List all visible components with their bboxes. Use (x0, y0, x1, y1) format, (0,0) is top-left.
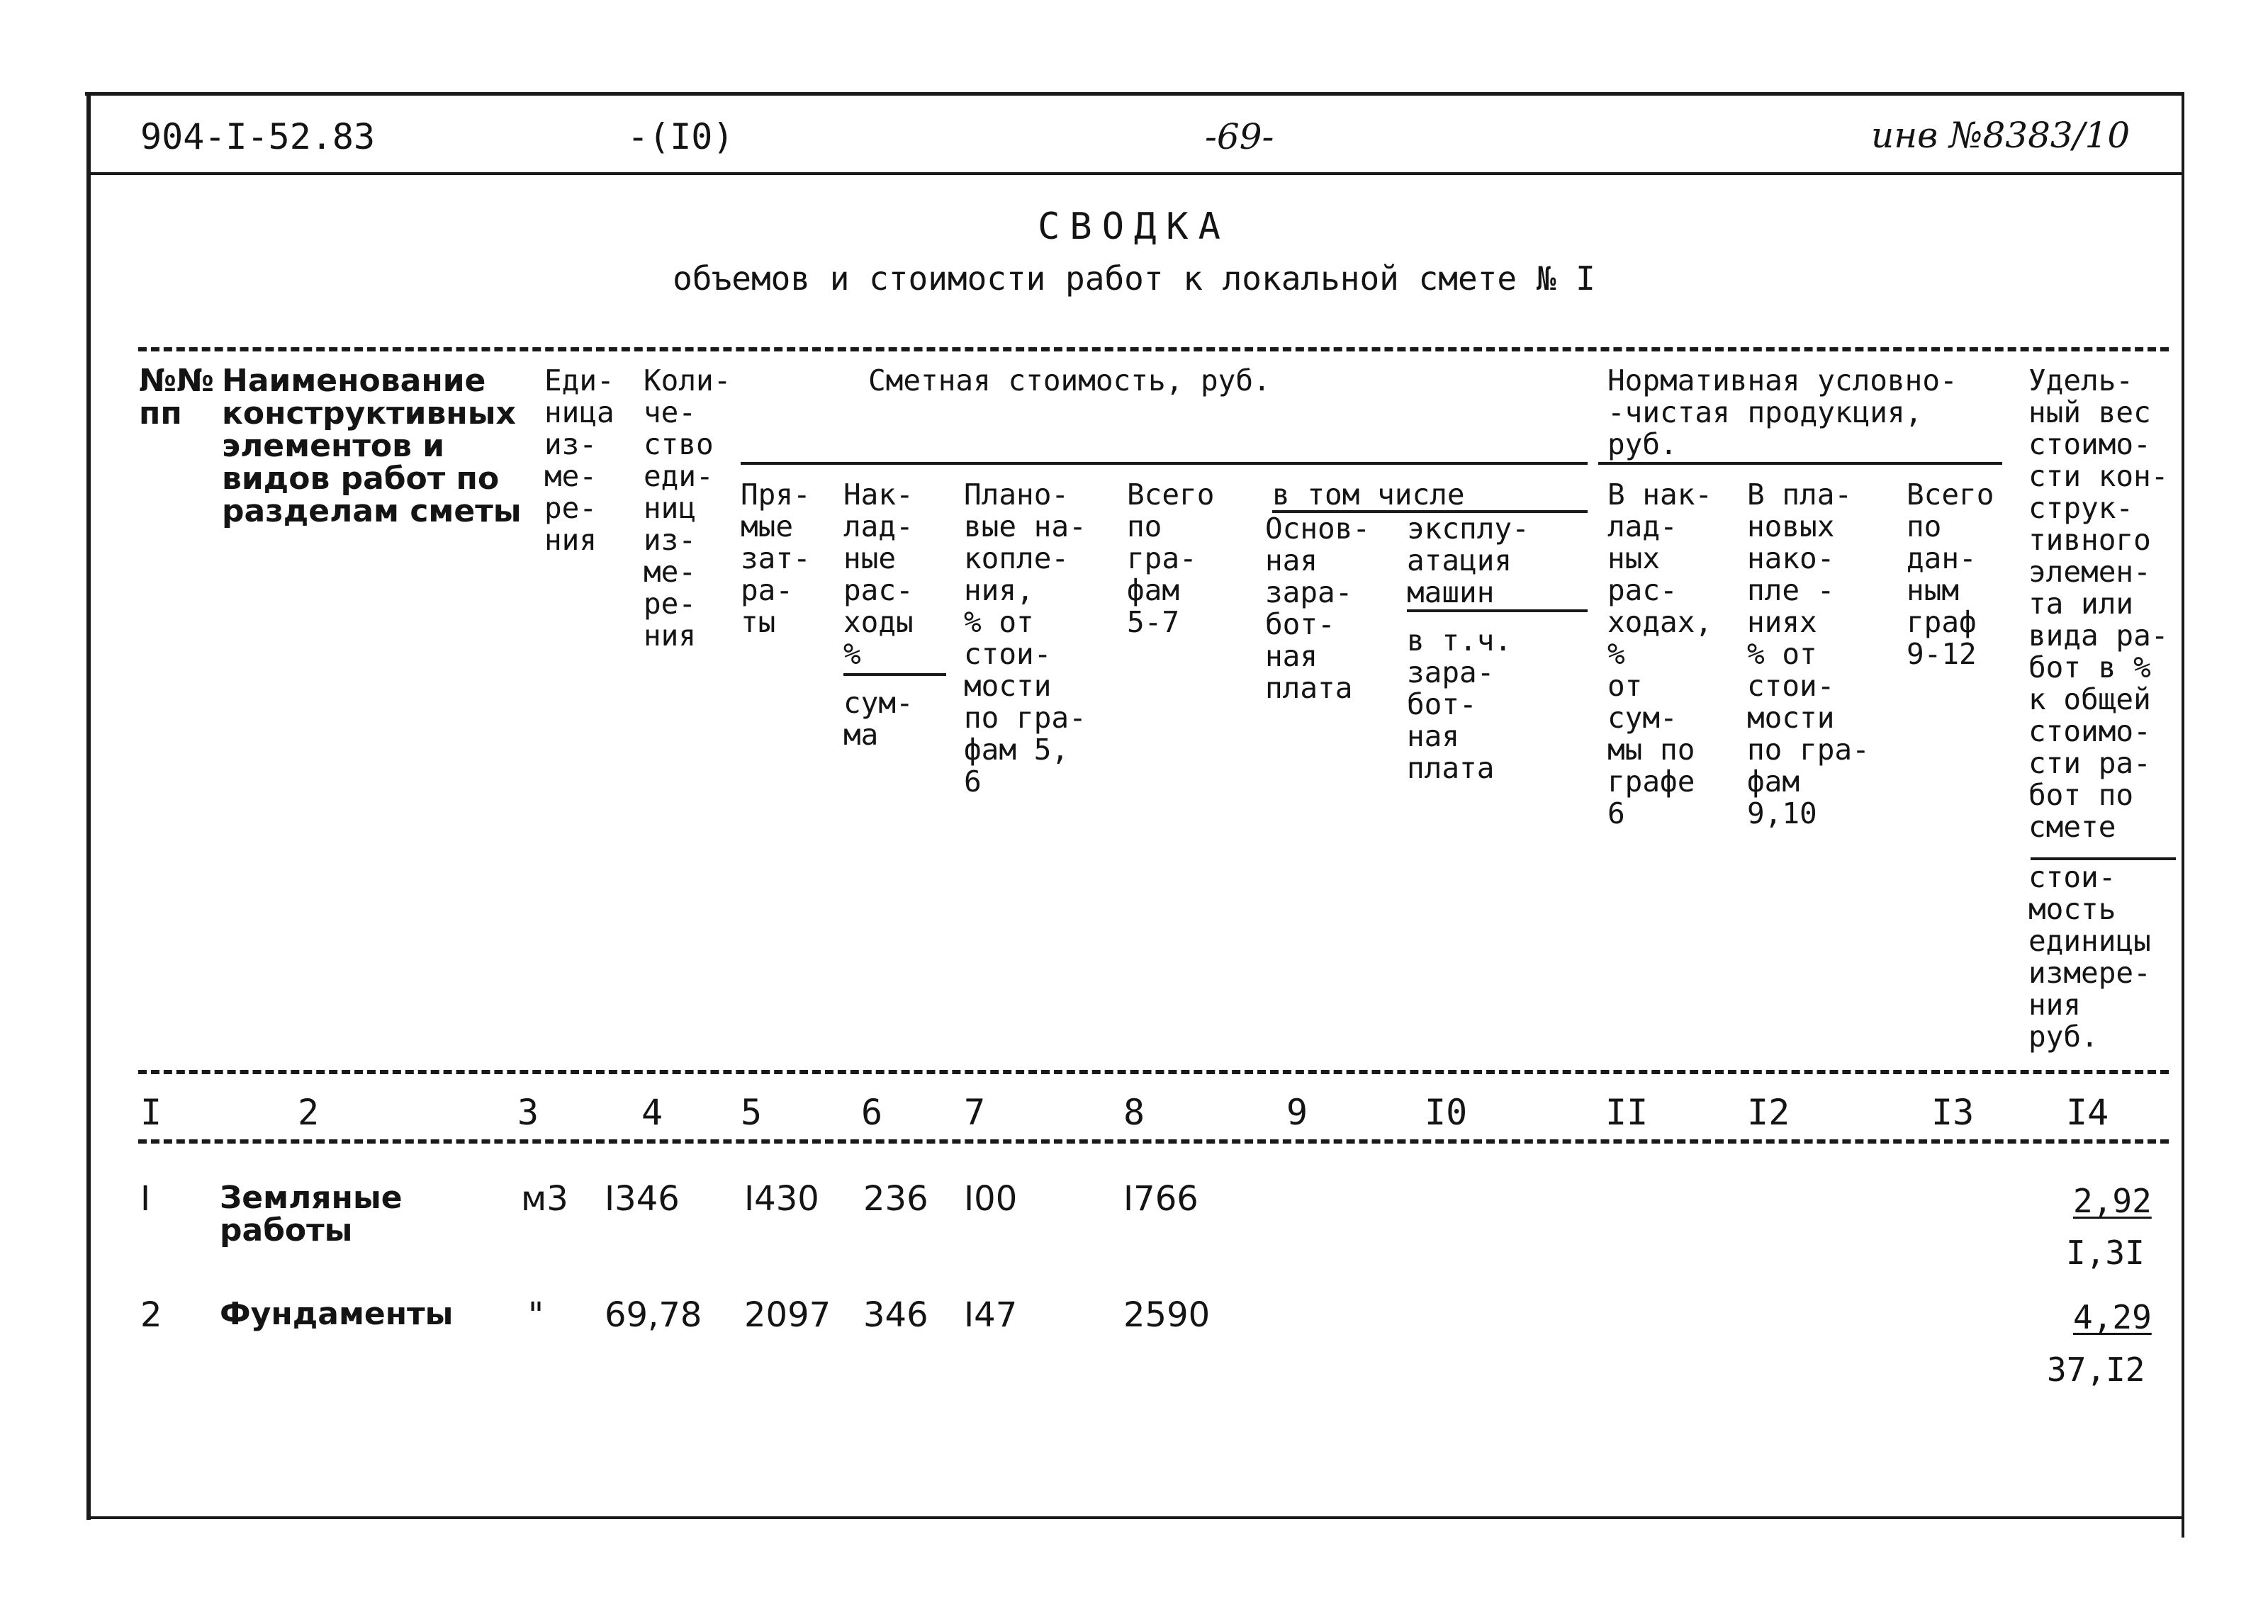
header-col-unit-cost: стои- мость единицы измере- ния руб. (2028, 860, 2151, 1054)
column-number: I2 (1747, 1092, 1790, 1133)
frame-bottom-border (86, 1516, 2182, 1519)
row-quantity: 69,78 (605, 1295, 702, 1335)
c6-split-rule (843, 673, 946, 676)
header-group-cost: Сметная стоимость, руб. (868, 363, 1271, 397)
table-top-rule (138, 347, 2169, 351)
column-number: I0 (1425, 1092, 1468, 1133)
header-bottom-rule (138, 1070, 2169, 1074)
header-col-overhead: Нак- лад- ные рас- ходы % (843, 478, 914, 671)
column-number: 7 (964, 1092, 986, 1133)
document-code: 904-I-52.83 (140, 116, 376, 157)
header-col-machines: эксплу- атация машин (1407, 512, 1529, 609)
header-incl: в том числе (1272, 478, 1465, 512)
header-col-norm-total: Всего по дан- ным граф 9-12 (1907, 478, 1994, 671)
row-unit: м3 (521, 1179, 568, 1219)
row-unit-cost: 37,I2 (2047, 1350, 2145, 1389)
column-number: I (140, 1092, 162, 1133)
row-planned: I47 (964, 1295, 1018, 1335)
row-name: Фундаменты (220, 1296, 454, 1332)
header-col-machines-wages: в т.ч. зара- бот- ная плата (1407, 624, 1512, 785)
row-direct-cost: I430 (744, 1179, 819, 1219)
row-share: 4,29 (2073, 1298, 2152, 1336)
inventory-number: инв №8383/10 (1871, 115, 2131, 156)
header-col-unit: Еди- ница из- ме- ре- ния (544, 363, 614, 557)
page-number: -69- (1205, 116, 1274, 157)
column-number: I4 (2066, 1092, 2109, 1133)
frame-right-border (2182, 92, 2184, 1538)
column-numbers-rule (138, 1139, 2169, 1144)
column-number: 8 (1123, 1092, 1145, 1133)
row-number: 2 (140, 1295, 162, 1335)
column-number: 3 (517, 1092, 539, 1133)
header-col-planned: Плано- вые на- копле- ния, % от стои- мости по гра- фам 5, 6 (964, 478, 1087, 799)
row-total: I766 (1123, 1179, 1198, 1219)
row-unit-cost: I,3I (2066, 1234, 2145, 1272)
column-number: II (1605, 1092, 1649, 1133)
header-col-direct: Пря- мые зат- ра- ты (741, 478, 811, 639)
row-direct-cost: 2097 (744, 1295, 831, 1335)
column-number: 2 (298, 1092, 320, 1133)
document-subtitle: объемов и стоимости работ к локальной смете № I (673, 259, 1595, 298)
header-col-name: Наименование конструктивных элементов и видов работ по разделам сметы (222, 363, 522, 529)
header-col-overhead-sum: сум- ма (843, 686, 914, 752)
header-rule (89, 172, 2182, 175)
row-overhead: 236 (863, 1179, 928, 1219)
header-col-quantity: Коли- че- ство еди- ниц из- ме- ре- ния (644, 363, 731, 653)
row-share: 2,92 (2073, 1182, 2152, 1220)
header-col-wages: Основ- ная зара- бот- ная плата (1265, 512, 1371, 705)
column-number: I3 (1931, 1092, 1975, 1133)
document-part: -(I0) (627, 116, 734, 157)
column-number: 5 (741, 1092, 763, 1133)
row-quantity: I346 (605, 1179, 680, 1219)
column-number: 4 (641, 1092, 663, 1133)
c10-split-rule (1407, 609, 1588, 612)
row-total: 2590 (1123, 1295, 1211, 1335)
row-unit: " (528, 1295, 544, 1335)
cost-group-rule (741, 462, 1588, 465)
header-col-share: Удель- ный вес стоимо- сти кон- струк- тивного элемен- та или вида ра- бот в % к общей стоимо- сти ра- бот по смете (2028, 363, 2169, 844)
row-planned: I00 (964, 1179, 1018, 1219)
column-number: 6 (861, 1092, 883, 1133)
header-group-norm: Нормативная условно- -чистая продукция, руб. (1607, 363, 1958, 461)
frame-top-border (85, 92, 2184, 96)
header-col-total: Всего по гра- фам 5-7 (1127, 478, 1215, 639)
row-overhead: 346 (863, 1295, 928, 1335)
norm-group-rule (1598, 462, 2002, 465)
frame-left-border (86, 92, 91, 1520)
header-col-norm-planned: В пла- новых нако- пле - ниях % от стои- мости по гра- фам 9,10 (1747, 478, 1870, 830)
column-number: 9 (1286, 1092, 1308, 1133)
header-col-norm-overhead: В нак- лад- ных рас- ходах, % от сум- мы по графе 6 (1607, 478, 1713, 830)
header-col-number: №№ пп (139, 363, 214, 432)
row-number: I (140, 1179, 151, 1219)
row-name: Земляные работы (220, 1180, 403, 1248)
document-title: СВОДКА (1038, 205, 1230, 248)
